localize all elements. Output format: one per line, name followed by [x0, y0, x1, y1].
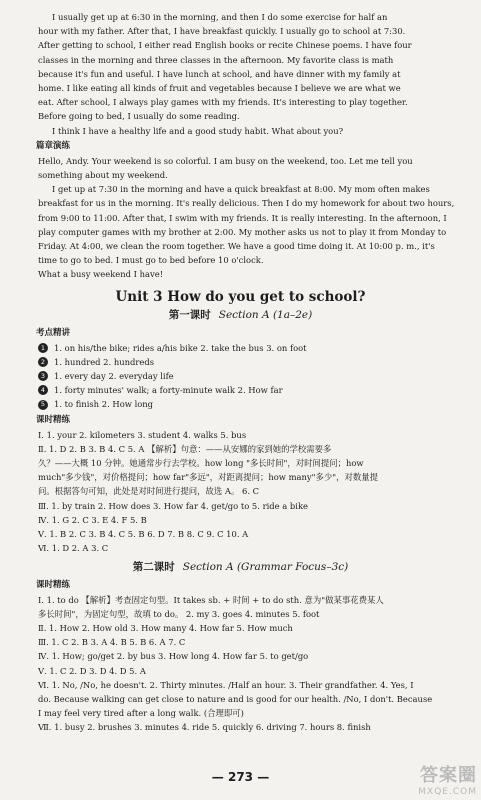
keypoint-text: 1. hundred 2. hundreds — [54, 356, 154, 367]
essay-line: I think I have a healthy life and a good study habit. What about you? — [52, 125, 344, 136]
lesson-title-two — [0, 560, 481, 575]
keypoint-item — [0, 383, 481, 397]
lesson-title-one — [0, 308, 481, 323]
number-badge: 1 — [38, 343, 48, 353]
lesson-title-cn: 第一课时 — [168, 308, 211, 321]
exercise-line: Ⅶ. 1. busy 2. brushes 3. minutes 4. ride 5. quickly 6. driving 7. hours 8. finish — [38, 722, 371, 733]
essay-two — [0, 154, 481, 282]
practice-two — [0, 593, 481, 735]
keypoint-item — [0, 355, 481, 369]
exercise-line: Ⅴ. 1. B 2. C 3. B 4. C 5. B 6. D 7. B 8. C 9. C 10. A — [38, 529, 249, 540]
lesson-title-en: Section A (Grammar Focus–3c) — [182, 560, 349, 573]
exercise-line: I may feel very tired after a long walk. (合理即可) — [38, 708, 244, 719]
number-badge: 2 — [38, 357, 48, 367]
essay-one — [0, 0, 481, 138]
keypoint-text: 1. to finish 2. How long — [54, 399, 154, 410]
exercise-line: Ⅳ. 1. How; go/get 2. by bus 3. How long 4. How far 5. to get/go — [38, 651, 309, 662]
number-badge: 3 — [38, 371, 48, 381]
exercise-line: Ⅵ. 1. No, /No, he doesn't. 2. Thirty minutes. /Half an hour. 3. Their grandfather. 4. Yes, I — [38, 679, 414, 690]
essay-line: After getting to school, I either read English books or recite Chinese poems. I have four — [38, 40, 412, 51]
number-badge: 4 — [38, 385, 48, 395]
exercise-line: 多长时间"，为固定句型，故填 to do。 2. my 3. goes 4. minutes 5. foot — [38, 608, 320, 619]
keypoint-text: 1. every day 2. everyday life — [54, 371, 174, 382]
essay-line: from 9:00 to 11:00. After that, I swim with my friends. It is really interesting. In the afternoon, I — [38, 212, 447, 223]
essay-line: Hello, Andy. Your weekend is so colorful. I am busy on the weekend, too. Let me tell you — [38, 155, 413, 166]
exercise-line: much"多少钱"，对价格提问；how far"多远"，对距离提问；how many"多少"，对数量提 — [38, 472, 378, 483]
keypoints-list — [0, 341, 481, 412]
exercise-line: Ⅲ. 1. C 2. B 3. A 4. B 5. B 6. A 7. C — [38, 637, 186, 648]
essay-line: I usually get up at 6:30 in the morning, and then I do some exercise for half an — [52, 12, 388, 22]
exercise-line: Ⅲ. 1. by train 2. How does 3. How far 4. get/go to 5. ride a bike — [38, 500, 308, 511]
section-heading-practice: 课时精练 — [36, 579, 71, 590]
keypoint-text: 1. on his/the bike; rides a/his bike 2. take the bus 3. on foot — [54, 342, 307, 353]
essay-line: I get up at 7:30 in the morning and have a quick breakfast at 8:00. My mom often makes — [52, 184, 430, 195]
exercise-line: Ⅱ. 1. How 2. How old 3. How many 4. How far 5. How much — [38, 622, 293, 633]
essay-line: time to go to bed. I must go to bed before 10 o'clock. — [38, 255, 264, 266]
essay-line: Before going to bed, I usually do some reading. — [38, 111, 240, 122]
essay-line: home. I like eating all kinds of fruit and vegetables because I believe we are what we — [38, 83, 401, 94]
keypoint-item — [0, 341, 481, 355]
keypoint-item — [0, 397, 481, 411]
essay-line: play computer games with my brother at 2:00. My mother asks us not to play it from Monday to — [38, 226, 447, 237]
essay-line: classes in the morning and three classes in the afternoon. My favorite class is math — [38, 54, 394, 65]
lesson-title-cn: 第二课时 — [132, 560, 175, 573]
section-heading-practice: 课时精练 — [36, 414, 71, 425]
exercise-line: Ⅰ. 1. to do 【解析】考查固定句型。It takes sb. + 时间 + to do sth. 意为"做某事花费某人 — [38, 594, 384, 605]
exercise-line: Ⅰ. 1. your 2. kilometers 3. student 4. walks 5. bus — [38, 429, 247, 440]
practice-one — [0, 428, 481, 556]
essay-line: breakfast for us in the morning. It's really delicious. Then I do my homework for about two hours, — [38, 198, 455, 209]
essay-line: hour with my father. After that, I have breakfast quickly. I usually go to school at 7:30. — [38, 26, 406, 37]
exercise-line: Ⅱ. 1. D 2. B 3. B 4. C 5. A 【解析】句意：——从安娜的家到她的学校需要多 — [38, 443, 332, 454]
section-heading-keypoints: 考点精讲 — [36, 327, 71, 338]
watermark-sub: MXQE.COM — [418, 787, 477, 797]
exercise-line: Ⅳ. 1. G 2. C 3. E 4. F 5. B — [38, 514, 147, 525]
exercise-line: Ⅵ. 1. D 2. A 3. C — [38, 543, 109, 554]
essay-line: because it's fun and useful. I have lunch at school, and have dinner with my family at — [38, 68, 401, 79]
exercise-line: do. Because walking can get close to nature and is good for our health. /No, I don't. Because — [38, 693, 433, 704]
exercise-line: 问。根据答句可知，此处是对时间进行提问，故选 A。 6. C — [38, 486, 260, 497]
number-badge: 5 — [38, 400, 48, 410]
essay-line: eat. After school, I always play games with my friends. It's interesting to play together. — [38, 97, 408, 108]
exercise-line: 久？——大概 10 分钟。她通常步行去学校。how long "多长时间"，对时间提问；how — [38, 458, 364, 469]
exercise-line: Ⅴ. 1. C 2. D 3. D 4. D 5. A — [38, 665, 146, 676]
lesson-title-en: Section A (1a–2e) — [218, 308, 313, 321]
essay-line: Friday. At 4:00, we clean the room together. We have a good time doing it. At 10:00 p. m., it's — [38, 241, 435, 252]
section-heading-writing: 篇章演练 — [36, 140, 71, 151]
keypoint-item — [0, 369, 481, 383]
essay-line: something about my weekend. — [38, 170, 168, 181]
essay-line: What a busy weekend I have! — [38, 269, 164, 280]
page-number: — 273 — — [211, 770, 270, 784]
keypoint-text: 1. forty minutes' walk; a forty-minute walk 2. How far — [54, 385, 283, 396]
unit-title: Unit 3 How do you get to school? — [115, 288, 366, 305]
watermark-main: 答案圈 — [420, 765, 477, 786]
watermark-logo — [357, 766, 477, 800]
